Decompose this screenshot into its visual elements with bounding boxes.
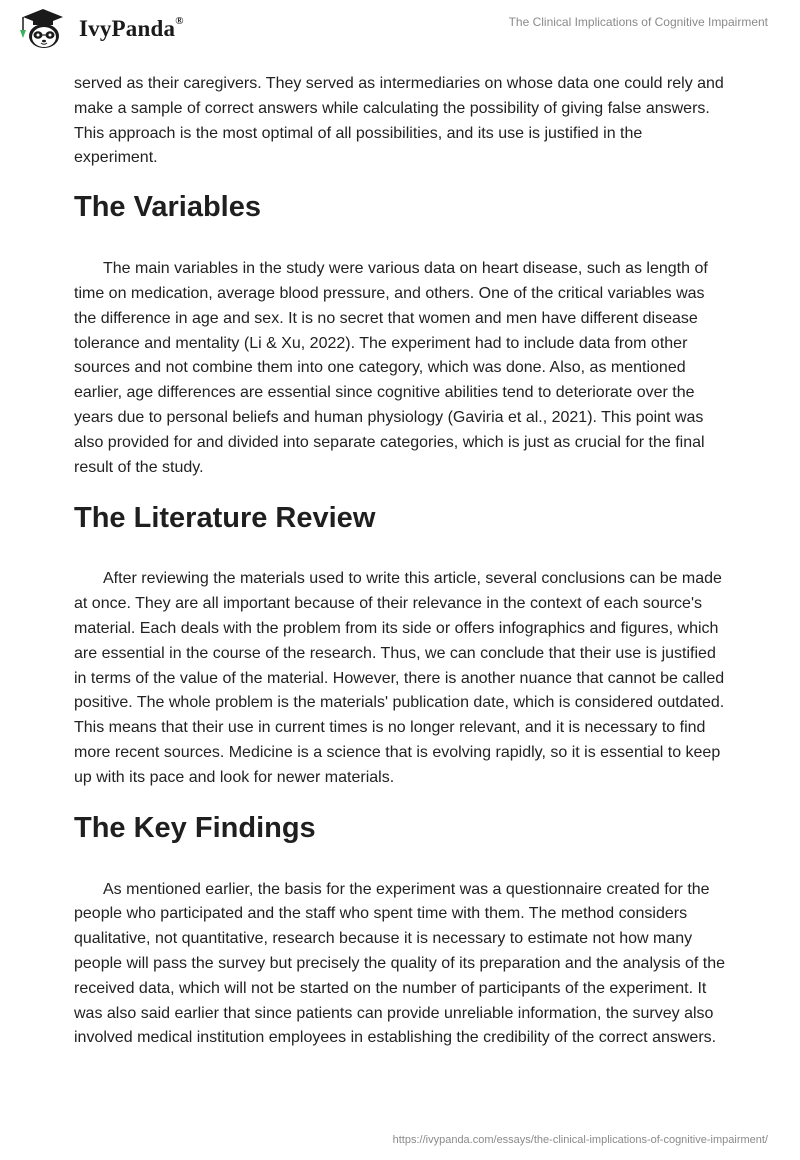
source-url[interactable]: https://ivypanda.com/essays/the-clinical-implications-of-cognitive-impairment/ — [392, 1134, 768, 1146]
essay-body — [74, 72, 730, 1051]
logo-text: IvyPanda® — [79, 15, 184, 41]
panda-graduate-icon — [15, 8, 73, 50]
variables-paragraph: The main variables in the study were various data on heart disease, such as length of time on medication, average blood pressure, and others. One of the critical variables was the difference in age and sex. It is no secret that women and men have different disease tolerance and mentality (Li & Xu, 2022). The experiment had to include data from other sources and not combine them into one category, which was done. Also, as mentioned earlier, age differences are essential since cognitive abilities tend to deteriorate over the years due to personal beliefs and human physiology (Gaviria et al., 2021). This point was also provided for and divided into separate categories, which is just as crucial for the final result of the study. — [74, 260, 708, 476]
heading-key-findings: The Key Findings — [74, 811, 316, 844]
heading-literature-review: The Literature Review — [74, 502, 376, 535]
document-title: The Clinical Implications of Cognitive Impairment — [508, 15, 768, 29]
page-header — [0, 0, 800, 70]
ivypanda-logo[interactable] — [15, 8, 184, 50]
literature-paragraph: After reviewing the materials used to write this article, several conclusions can be made at once. They are all important because of their relevance in the context of each source's material. Each deals with the problem from its side or offers infographics and figures, which are essential in the course of the research. Thus, we can conclude that their use is justified in terms of the value of the material. However, there is another nuance that cannot be called positive. The whole problem is the materials' publication date, which is considered outdated. This means that their use in current times is no longer relevant, and it is necessary to find more recent sources. Medicine is a science that is evolving rapidly, so it is essential to keep up with its pace and look for newer materials. — [74, 570, 725, 786]
findings-paragraph: As mentioned earlier, the basis for the experiment was a questionnaire created for the people who participated and the staff who spent time with them. The method considers qualitative, not quantitative, research because it is necessary to estimate not how many people will pass the survey but precisely the quality of its preparation and the analysis of the received data, which will not be started on the number of participants of the experiment. It was also said earlier that since patients can provide unreliable information, the survey also involved medical institution employees in establishing the credibility of the correct answers. — [74, 880, 726, 1047]
intro-paragraph: served as their caregivers. They served as intermediaries on whose data one could rely and make a sample of correct answers while calculating the possibility of giving false answers. This approach is the most optimal of all possibilities, and its use is justified in the experiment. — [74, 75, 724, 167]
heading-variables: The Variables — [74, 191, 261, 224]
